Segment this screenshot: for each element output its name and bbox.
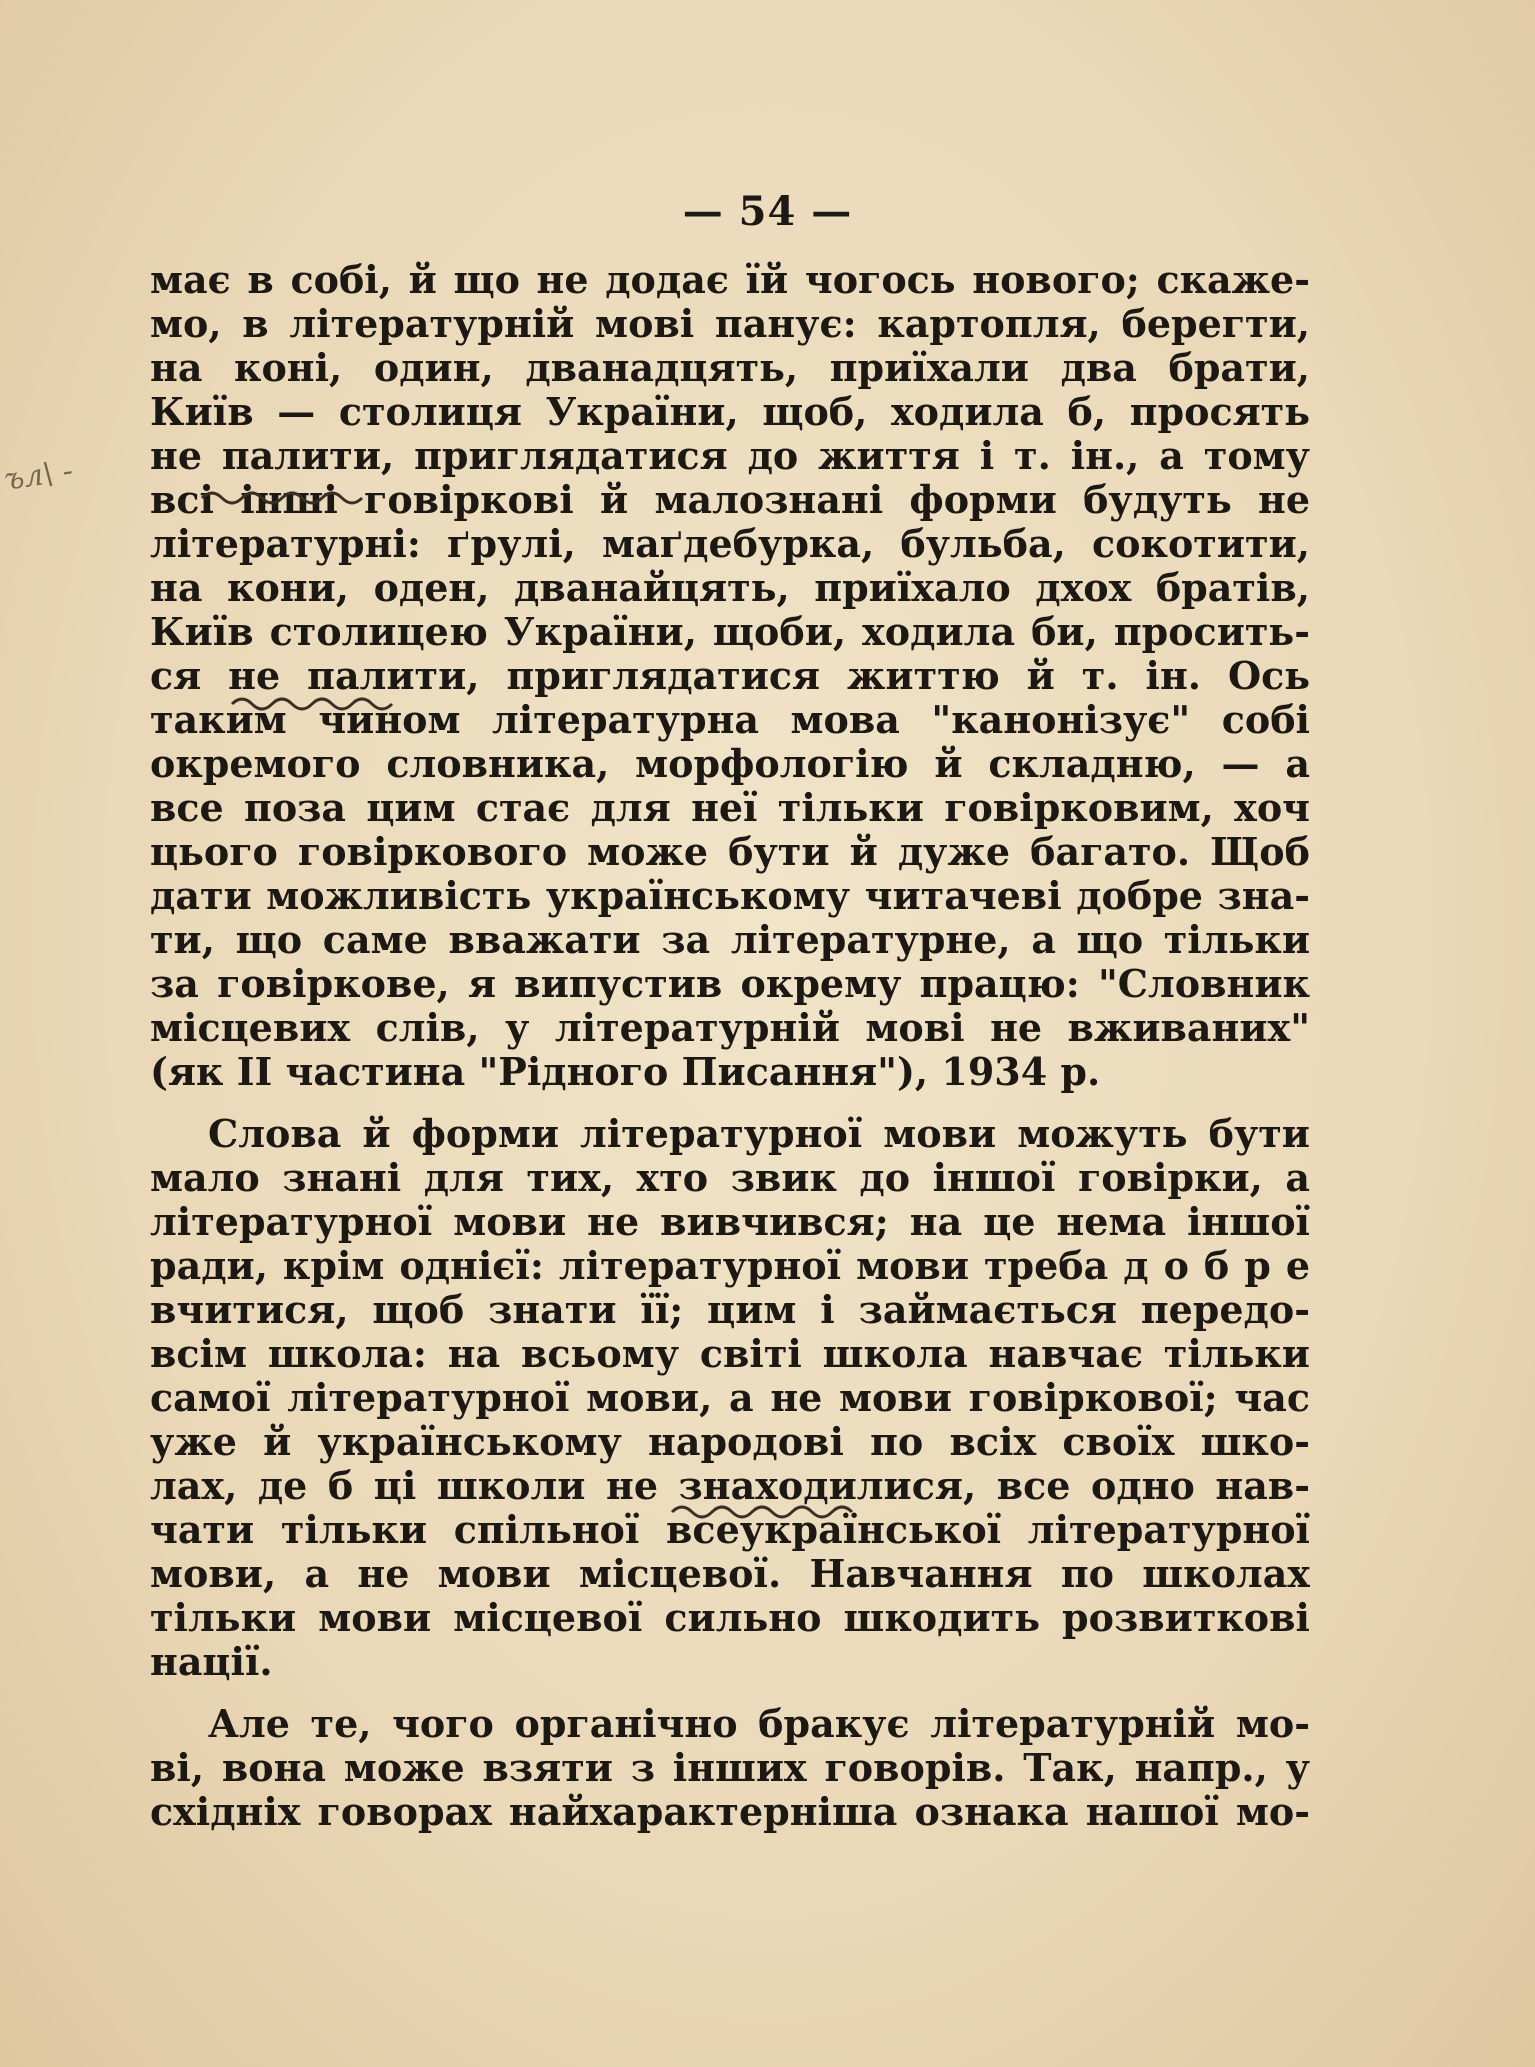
- text-line: мало знані для тих, хто звик до іншої говірки, а: [150, 1156, 1310, 1200]
- text-line: на коні, один, дванадцять, приїхали два брати,: [150, 346, 1310, 390]
- text-line: східніх говорах найхарактерніша ознака нашої мо-: [150, 1790, 1310, 1834]
- text-line: нації.: [150, 1640, 273, 1684]
- text-line: самої літературної мови, а не мови говіркової; час: [150, 1376, 1310, 1420]
- text-line: ради, крім однієї: літературної мови треба д о б р е: [150, 1244, 1310, 1288]
- text-line: цього говіркового може бути й дуже багато. Щоб: [150, 830, 1310, 874]
- paragraph-1: [150, 258, 1310, 1094]
- text-line: не палити, приглядатися до життя і т. ін., а тому: [150, 434, 1310, 478]
- text-line: мо, в літературній мові панує: картопля, берегти,: [150, 302, 1310, 346]
- text-line: мови, а не мови місцевої. Навчання по школах: [150, 1552, 1310, 1596]
- paragraph-2: [150, 1112, 1310, 1684]
- text-line: все поза цим стає для неї тільки говірковим, хоч: [150, 786, 1310, 830]
- page-number: — 54 —: [682, 188, 853, 235]
- text-line: ся не палити, приглядатися життю й т. ін. Ось: [150, 654, 1310, 698]
- paragraph-gap: [150, 1684, 1310, 1702]
- text-line: літературні: ґрулі, маґдебурка, бульба, сокотити,: [150, 522, 1310, 566]
- text-line: окремого словника, морфологію й складню, — а: [150, 742, 1310, 786]
- text-line: уже й українському народові по всіх своїх шко-: [150, 1420, 1310, 1464]
- text-line: вчитися, щоб знати її; цим і займається передо-: [150, 1288, 1310, 1332]
- text-line: всім школа: на всьому світі школа навчає тільки: [150, 1332, 1310, 1376]
- paragraph-3: [150, 1702, 1310, 1834]
- text-line: ти, що саме вважати за літературне, а що тільки: [150, 918, 1310, 962]
- text-line: за говіркове, я випустив окрему працю: "Словник: [150, 962, 1310, 1006]
- paragraph-gap: [150, 1094, 1310, 1112]
- text-line: тільки мови місцевої сильно шкодить розвиткові: [150, 1596, 1310, 1640]
- text-line: Слова й форми літературної мови можуть бути: [208, 1112, 1310, 1156]
- text-line: літературної мови не вивчився; на це нема іншої: [150, 1200, 1310, 1244]
- text-line: ві, вона може взяти з інших говорів. Так, напр., у: [150, 1746, 1310, 1790]
- text-line: Київ — столиця України, щоб, ходила б, просять: [150, 390, 1310, 434]
- text-line: Київ столицею України, щоби, ходила би, просить-: [150, 610, 1310, 654]
- text-line: має в собі, й що не додає їй чогось нового; скаже-: [150, 258, 1310, 302]
- body-text: [150, 258, 1310, 1834]
- text-line: всі інші говіркові й малознані форми будуть не: [150, 478, 1310, 522]
- text-line: таким чином літературна мова "канонізує" собі: [150, 698, 1310, 742]
- text-line: (як II частина "Рідного Писання"), 1934 р.: [150, 1050, 1101, 1094]
- text-line: на кони, оден, дванайцять, приїхало дхох братів,: [150, 566, 1310, 610]
- text-line: місцевих слів, у літературній мові не вживаних": [150, 1006, 1310, 1050]
- text-line: чати тільки спільної всеукраїнської літературної: [150, 1508, 1310, 1552]
- text-line: Але те, чого органічно бракує літературній мо-: [208, 1702, 1310, 1746]
- text-line: дати можливість українському читачеві добре зна-: [150, 874, 1310, 918]
- handwritten-margin-note: ъл\ -: [1, 453, 75, 498]
- text-line: лах, де б ці школи не знаходилися, все одно нав-: [150, 1464, 1310, 1508]
